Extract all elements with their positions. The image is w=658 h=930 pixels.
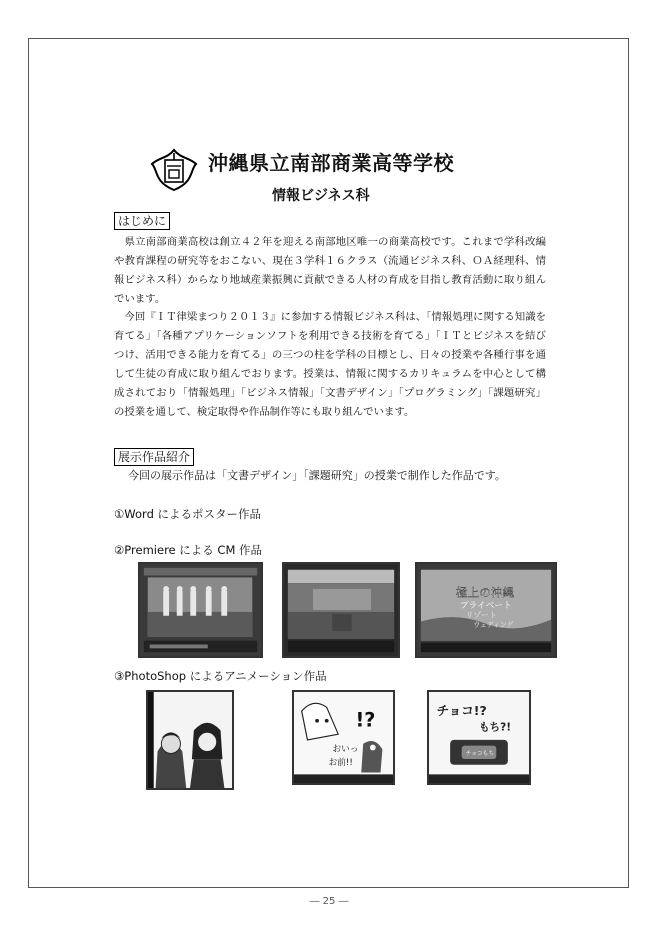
anime-thumbnail-characters — [146, 690, 234, 790]
school-emblem-icon — [150, 148, 198, 192]
department-title: 情報ビジネス科 — [272, 188, 370, 204]
cm-thumbnail-campus — [282, 562, 400, 658]
choco-package-label: チョコもち — [465, 751, 495, 758]
choco-line-1-text: チョコ!? — [436, 703, 487, 718]
comic-line-1-text: おいっ — [332, 744, 359, 755]
cm-thumbnail-okinawa-resort — [415, 562, 557, 658]
page-number: ― 25 ― — [309, 896, 349, 907]
anime-thumbnail-comic — [292, 690, 395, 785]
school-name: 沖縄県立南部商業高等学校 — [208, 151, 454, 175]
anime-thumbnail-choco-mochi — [427, 690, 531, 785]
okinawa-sub-text-3: ウェディング — [473, 621, 514, 630]
choco-line-2-text: もち?! — [479, 721, 512, 734]
okinawa-sub-text-1: プライベート — [459, 601, 512, 612]
comic-line-2-text: お前!! — [328, 757, 353, 768]
exhibit-item-premiere: ②Premiere による CM 作品 — [114, 543, 263, 557]
exhibit-item-photoshop: ③PhotoShop によるアニメーション作品 — [114, 669, 327, 683]
exhibits-heading: 展示作品紹介 — [114, 448, 194, 466]
okinawa-title-text: 極上の沖縄 — [455, 585, 515, 600]
okinawa-sub-text-2: リゾート — [465, 610, 497, 620]
exhibit-item-word: ①Word によるポスター作品 — [114, 507, 262, 521]
exhibits-description: 今回の展示作品は「文書デザイン」「課題研究」の授業で制作した作品です。 — [128, 469, 506, 482]
cm-thumbnail-group-photo — [138, 562, 263, 658]
comic-exclaim-text: !? — [355, 708, 376, 732]
intro-heading: はじめに — [114, 212, 170, 230]
intro-paragraph-1: 県立南部商業高校は創立４２年を迎える南部地区唯一の商業高校です。これまで学科改編や教育課程の研究等をおこない、現在３学科１６クラス（流通ビジネス科、ＯＡ経理科、情報ビジネス科）からなり地域産業振興に貢献できる人材の育成を目指し教育活動に取り組んでいます。 — [114, 236, 546, 305]
intro-paragraph-2: 今回『ＩＴ律梁まつり２０１３』に参加する情報ビジネス科は、「情報処理に関する知識を育てる」「各種アプリケーションソフトを利用できる技術を育てる」「ＩＴとビジネスを結びつけ、活用できる能力を育てる」の三つの柱を学科の目標とし、日々の授業や各種行事を通して生徒の育成に取り組んでおります。授業は、情報に関するカリキュラムを中心として構成されており「情報処理」「ビジネス情報」「文書デザイン」「プログラミング」「課題研究」の授業を通して、検定取得や作品制作等にも取り組んでいます。 — [114, 311, 546, 418]
